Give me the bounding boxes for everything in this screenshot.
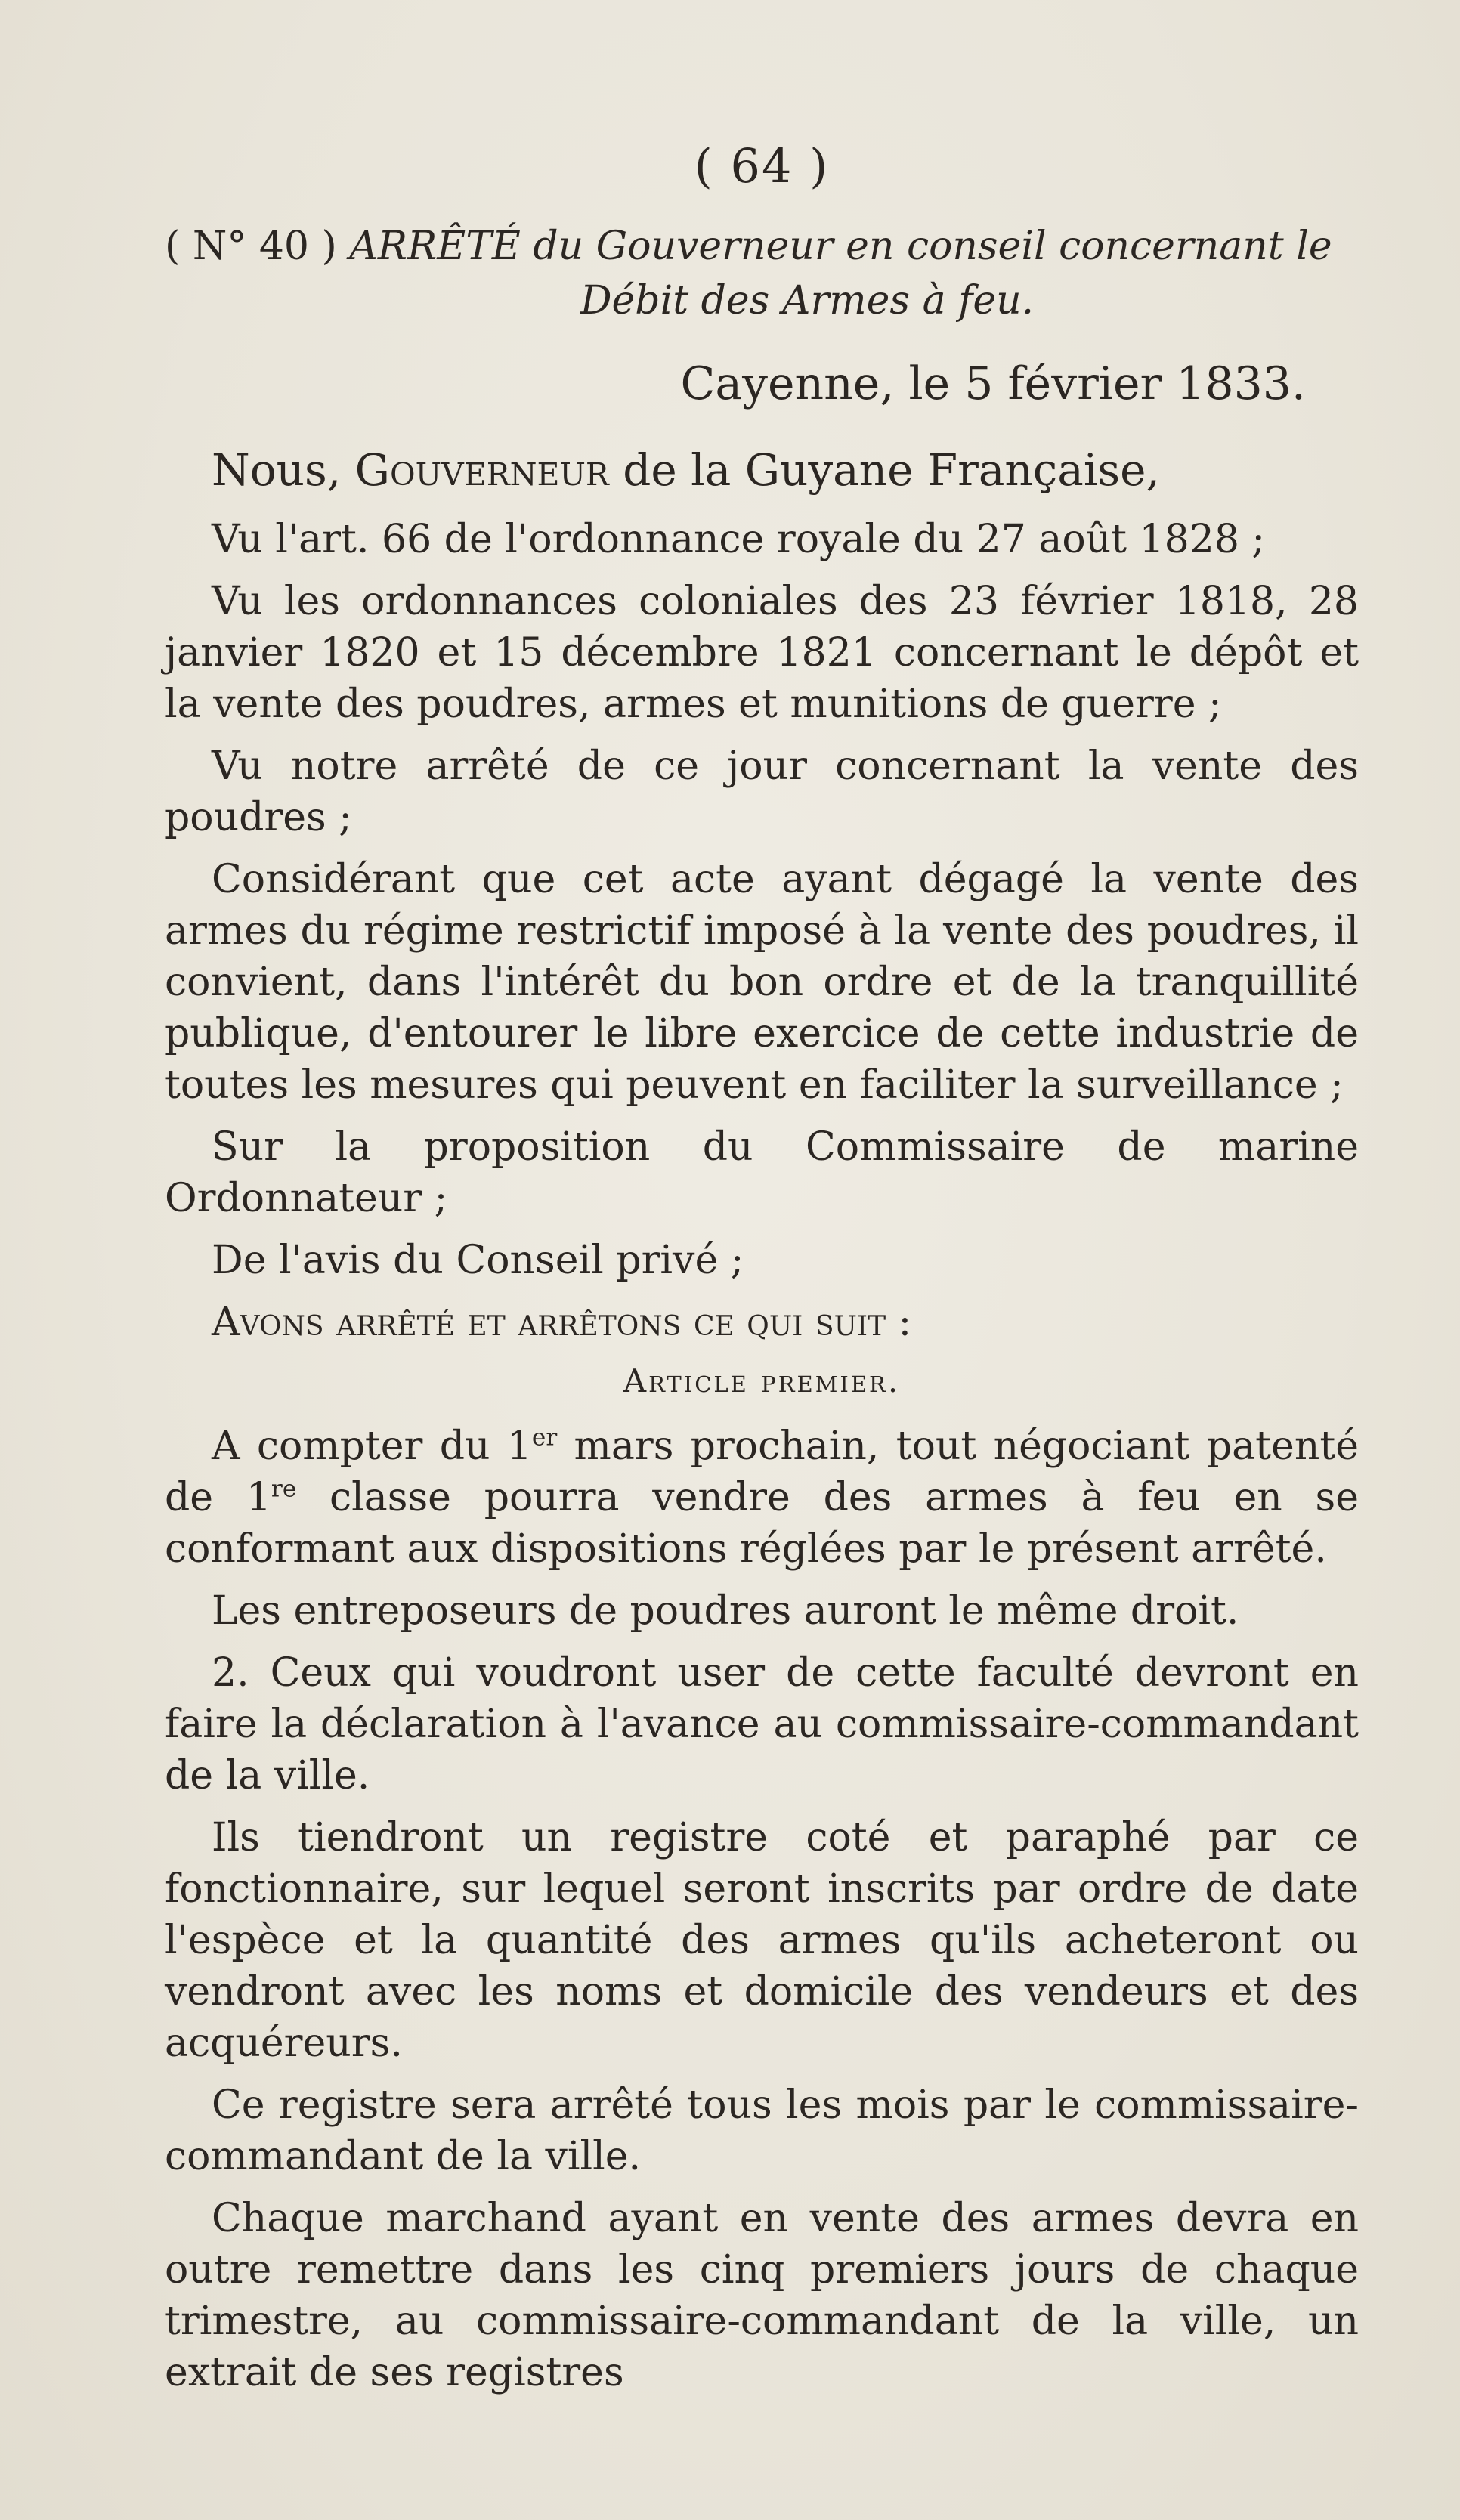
text-block xyxy=(165,136,1359,2409)
decree-title-line2: Débit des Armes à feu. xyxy=(580,278,1035,323)
vu-paragraph-1: Vu l'art. 66 de l'ordonnance royale du 27 août 1828 ; xyxy=(212,517,1265,562)
article-1-part2: mars prochain, tout négociant patenté de 1 xyxy=(165,1424,1359,1520)
body-paragraph-2: 2. Ceux qui voudront user de cette faculté devront en faire la déclaration à l'avance au commissaire-commandant de la ville. xyxy=(165,1650,1359,1798)
document-header xyxy=(165,219,1359,328)
body-paragraph-1: Les entreposeurs de poudres auront le même droit. xyxy=(212,1588,1239,1634)
decree-number: ( N° 40 ) xyxy=(165,224,337,269)
body-paragraph-3: Ils tiendront un registre coté et paraphé par ce fonctionnaire, sur lequel seront inscrits par ordre de date l'espèce et la quantité des armes qu'ils acheteront ou vendront avec les noms et domicile des vendeurs et des acquéreurs. xyxy=(165,1815,1359,2066)
avis-paragraph: De l'avis du Conseil privé ; xyxy=(212,1238,744,1283)
article-1-paragraph xyxy=(165,1421,1359,1575)
article-1-sup2: re xyxy=(271,1475,297,1503)
considerant-paragraph: Considérant que cet acte ayant dégagé la vente des armes du régime restrictif imposé à la vente des poudres, il convient, dans l'intérêt du bon ordre et de la tranquillité publique, d'entourer le libre exercice de cette industrie de toutes les mesures qui peuvent en faciliter la surveillance ; xyxy=(165,857,1359,1108)
article-1-sup1: er xyxy=(531,1424,558,1452)
article-heading: Article premier. xyxy=(623,1362,901,1399)
decree-title-line1: ARRÊTÉ du Gouverneur en conseil concernant le xyxy=(349,224,1332,269)
opening-nous: Nous, xyxy=(212,444,355,496)
vu-paragraph-2: Vu les ordonnances coloniales des 23 février 1818, 28 janvier 1820 et 15 décembre 1821 concernant le dépôt et la vente des poudres, armes et munitions de guerre ; xyxy=(165,579,1359,727)
date-line: Cayenne, le 5 février 1833. xyxy=(680,357,1306,410)
article-1-part1: A compter du 1 xyxy=(212,1424,532,1469)
avons-line: Avons arrêté et arrêtons ce qui suit : xyxy=(212,1300,912,1345)
opening-line xyxy=(165,440,1359,500)
body-paragraph-5: Chaque marchand ayant en vente des armes devra en outre remettre dans les cinq premiers jours de chaque trimestre, au commissaire-commandant de la ville, un extrait de ses registres xyxy=(165,2196,1359,2395)
opening-rest: de la Guyane Française, xyxy=(608,444,1160,496)
page-number: ( 64 ) xyxy=(694,138,830,193)
opening-gouverneur: Gouverneur xyxy=(354,444,609,496)
article-1-part3: classe pourra vendre des armes à feu en se conformant aux dispositions réglées par le présent arrêté. xyxy=(165,1475,1359,1572)
proposition-paragraph: Sur la proposition du Commissaire de marine Ordonnateur ; xyxy=(165,1124,1359,1221)
body-paragraph-4: Ce registre sera arrêté tous les mois par le commissaire-commandant de la ville. xyxy=(165,2082,1359,2179)
vu-paragraph-3: Vu notre arrêté de ce jour concernant la vente des poudres ; xyxy=(165,744,1359,840)
